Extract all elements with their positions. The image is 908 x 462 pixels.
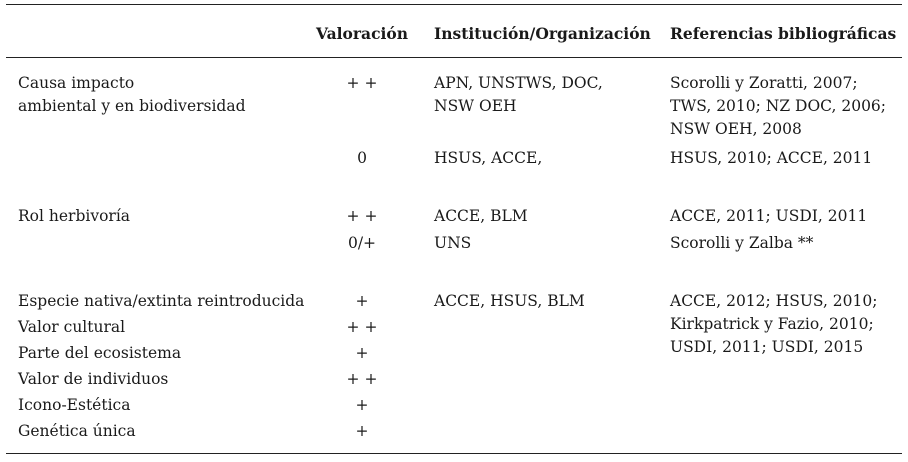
rating-cell: 0 (357, 149, 367, 167)
rating-cell: 0/+ (347, 234, 377, 252)
rating-cell: + (355, 396, 369, 414)
criterion-label: Parte del ecosistema (18, 344, 182, 362)
reference-cell: ACCE, 2011; USDI, 2011 (670, 207, 868, 225)
reference-cell: NSW OEH, 2008 (670, 120, 802, 138)
rating-cell: + (355, 292, 369, 310)
institution-cell: ACCE, BLM (434, 207, 528, 225)
criterion-label: Genética única (18, 422, 136, 440)
criterion-label: Valor cultural (18, 318, 126, 336)
header-valoracion: Valoración (315, 24, 409, 43)
reference-cell: ACCE, 2012; HSUS, 2010; (670, 292, 878, 310)
rating-cell: + (355, 344, 369, 362)
criterion-label: Especie nativa/extinta reintroducida (18, 292, 305, 310)
reference-cell: USDI, 2011; USDI, 2015 (670, 338, 864, 356)
reference-cell: HSUS, 2010; ACCE, 2011 (670, 149, 873, 167)
criterion-label: Icono-Estética (18, 396, 131, 414)
table-top-rule (6, 4, 902, 5)
institution-cell: APN, UNSTWS, DOC, (434, 74, 603, 92)
criterion-label: ambiental y en biodiversidad (18, 97, 246, 115)
rating-cell: + + (346, 370, 378, 388)
institution-cell: ACCE, HSUS, BLM (434, 292, 585, 310)
criterion-label: Causa impacto (18, 74, 135, 92)
reference-cell: Scorolli y Zoratti, 2007; (670, 74, 858, 92)
institution-cell: NSW OEH (434, 97, 517, 115)
reference-cell: Kirkpatrick y Fazio, 2010; (670, 315, 874, 333)
table-header-rule (6, 57, 902, 58)
rating-cell: + + (346, 318, 378, 336)
institution-cell: HSUS, ACCE, (434, 149, 543, 167)
header-referencias: Referencias bibliográficas (670, 24, 897, 43)
header-institucion: Institución/Organización (434, 24, 651, 43)
criterion-label: Rol herbivoría (18, 207, 131, 225)
rating-cell: + + (346, 207, 378, 225)
institution-cell: UNS (434, 234, 472, 252)
reference-cell: Scorolli y Zalba ** (670, 234, 814, 252)
criterion-label: Valor de individuos (18, 370, 169, 388)
rating-cell: + (355, 422, 369, 440)
rating-cell: + + (346, 74, 378, 92)
reference-cell: TWS, 2010; NZ DOC, 2006; (670, 97, 887, 115)
table-bottom-rule (6, 453, 902, 454)
